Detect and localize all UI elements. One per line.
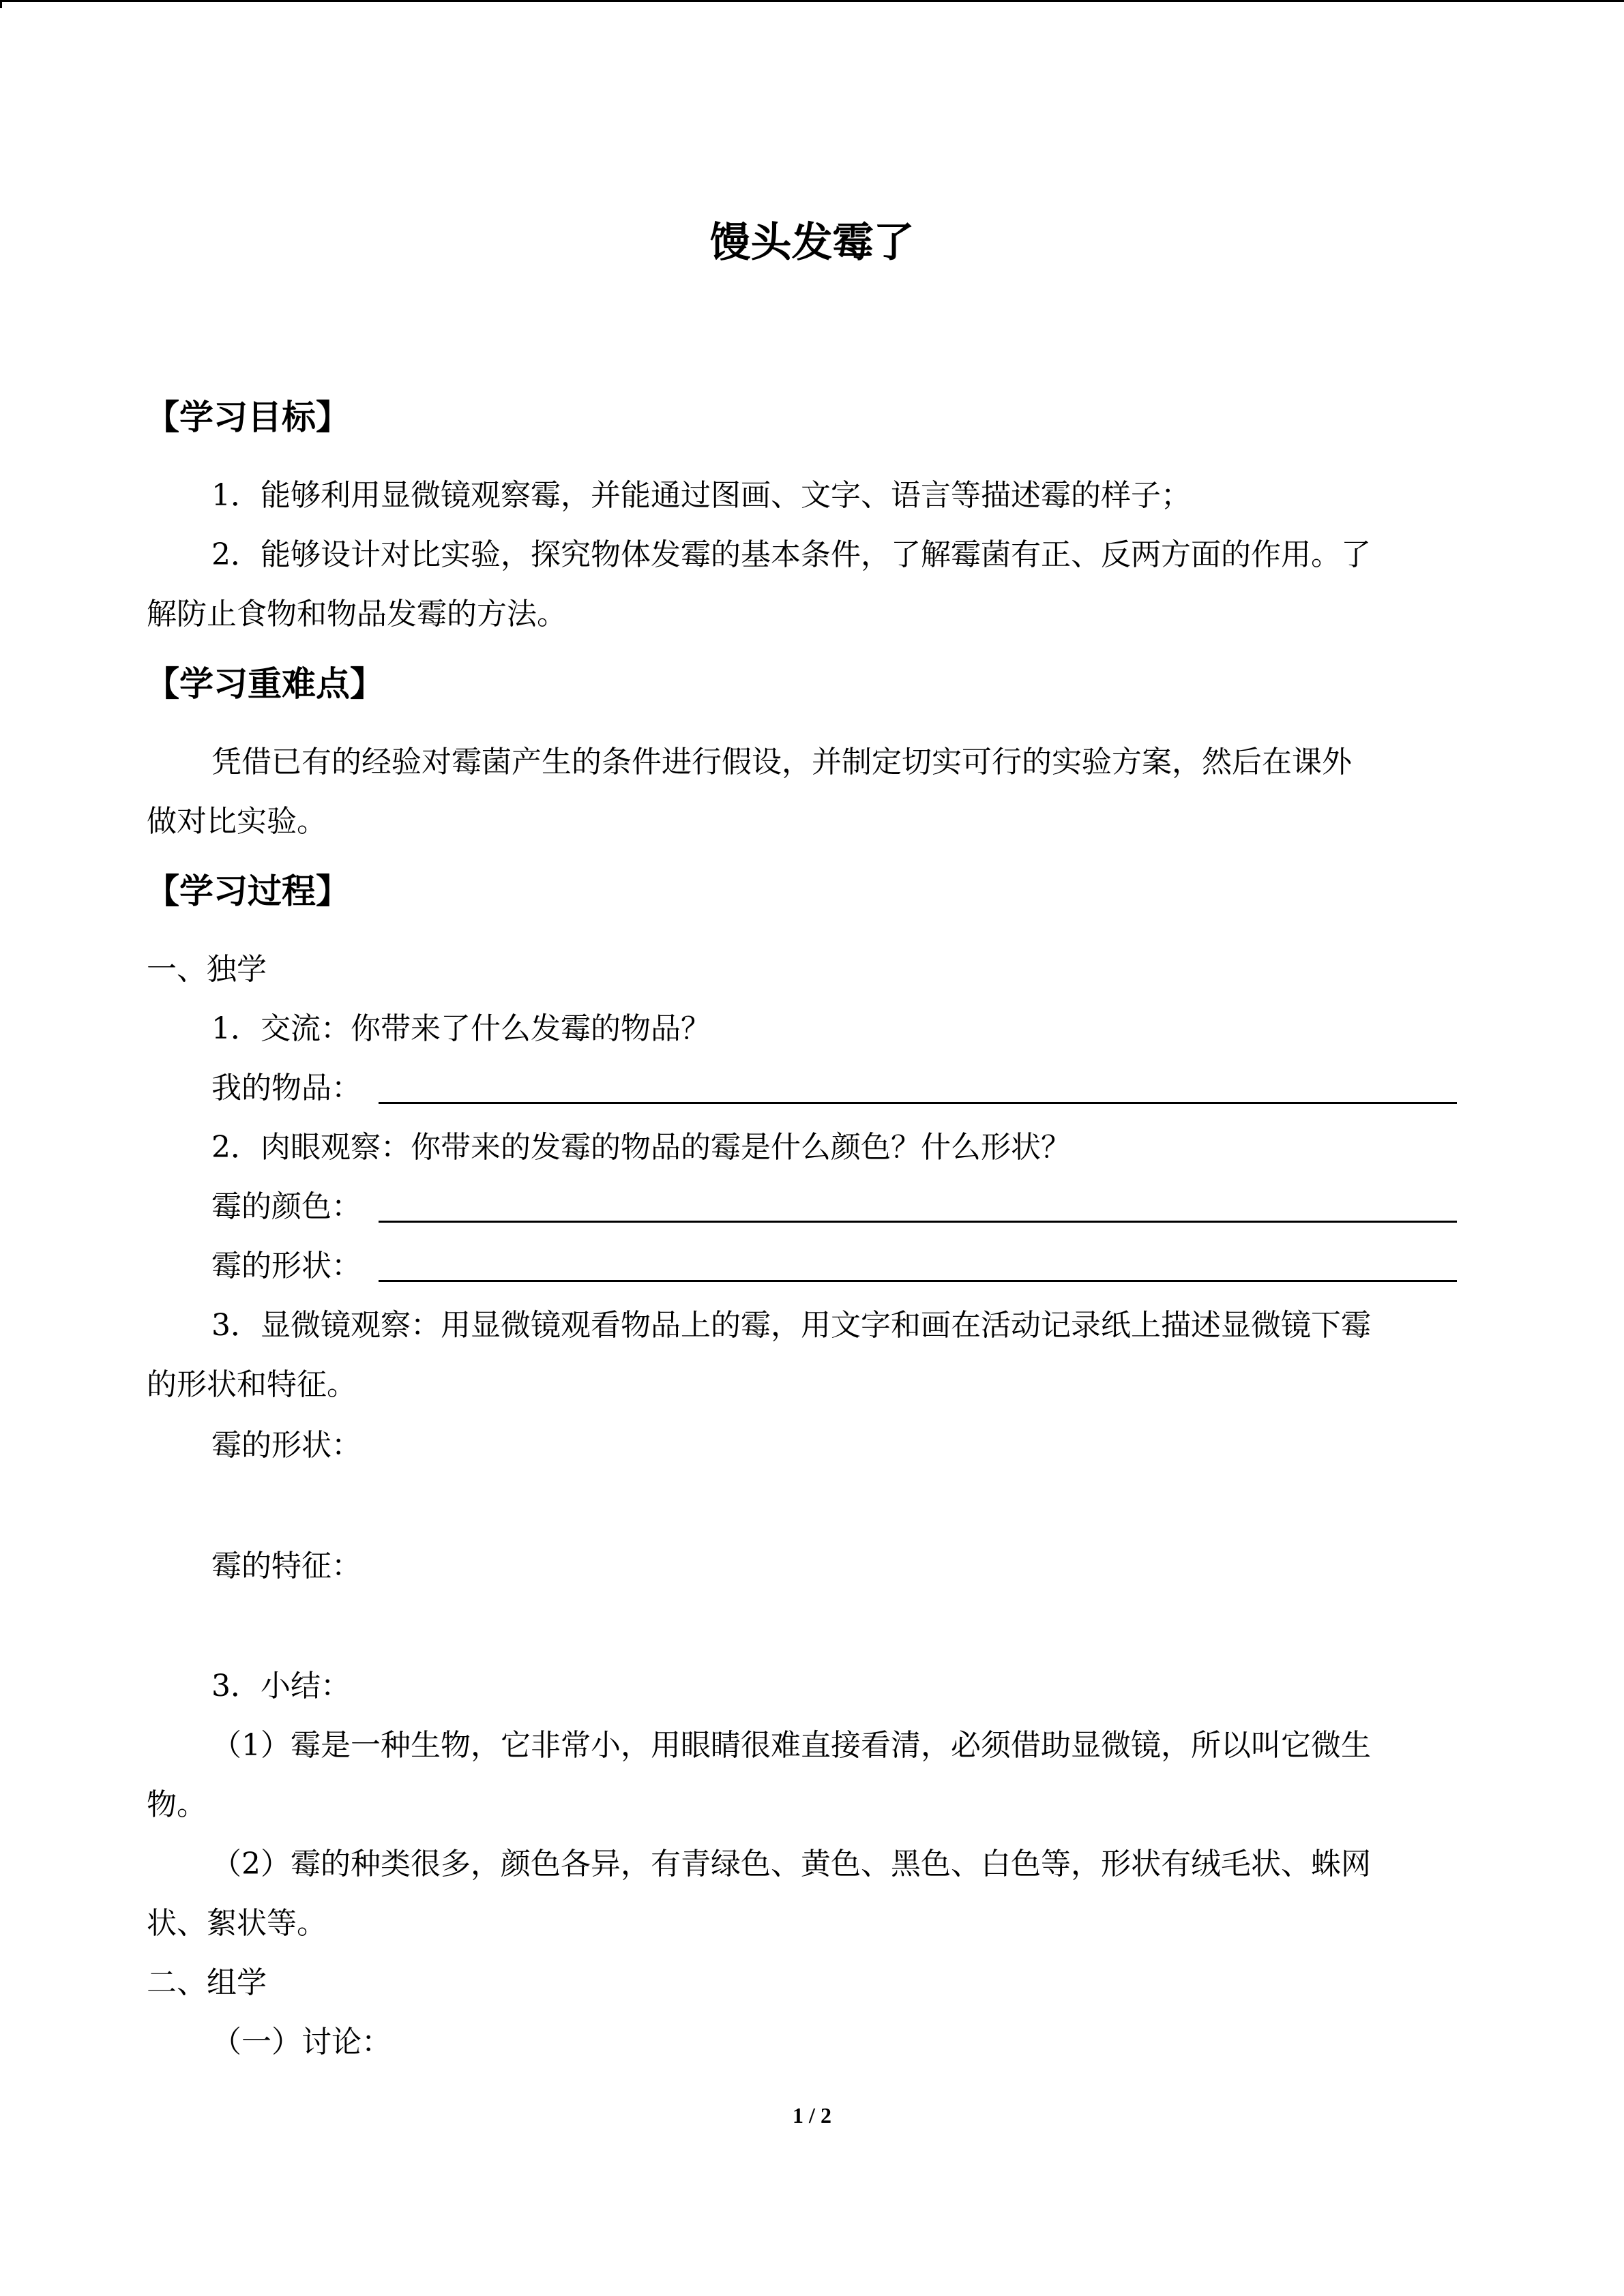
mold-shape-field[interactable] (211, 1246, 1457, 1287)
summary-2-line-1: （2）霉的种类很多，颜色各异，有青绿色、黄色、黑色、白色等，形状有绒毛状、蛛网 (211, 1847, 1371, 1881)
microscope-shape-label: 霉的形状： (211, 1428, 361, 1463)
mold-color-answer-line[interactable] (379, 1221, 1457, 1223)
question-2: 2．肉眼观察：你带来的发霉的物品的霉是什么颜色？什么形状？ (211, 1130, 1071, 1165)
summary-title: 3．小结： (211, 1669, 351, 1703)
goal-item-2-line-2: 解防止食物和物品发霉的方法。 (147, 597, 567, 631)
mold-shape-answer-line[interactable] (379, 1280, 1457, 1282)
summary-1-line-1: （1）霉是一种生物，它非常小，用眼睛很难直接看清，必须借助显微镜，所以叫它微生 (211, 1728, 1371, 1763)
mold-color-label: 霉的颜色： (211, 1189, 361, 1224)
page-number: 1 / 2 (793, 2103, 831, 2128)
heading-learning-goals: 【学习目标】 (145, 398, 350, 437)
mold-shape-label: 霉的形状： (211, 1249, 361, 1283)
summary-2-line-2: 状、絮状等。 (147, 1906, 327, 1941)
summary-1-line-2: 物。 (147, 1787, 207, 1822)
my-item-label: 我的物品： (211, 1071, 361, 1105)
microscope-feature-label: 霉的特征： (211, 1549, 361, 1583)
heading-key-points: 【学习重难点】 (145, 664, 384, 704)
top-border (0, 0, 1624, 2)
goal-item-1: 1．能够利用显微镜观察霉，并能通过图画、文字、语言等描述霉的样子； (211, 478, 1191, 513)
corner-mark (0, 0, 2, 8)
question-3-line-1: 3．显微镜观察：用显微镜观看物品上的霉，用文字和画在活动记录纸上描述显微镜下霉 (211, 1308, 1371, 1343)
key-points-line-2: 做对比实验。 (147, 804, 327, 839)
mold-color-field[interactable] (211, 1187, 1457, 1227)
question-3-line-2: 的形状和特征。 (147, 1367, 357, 1402)
part-2-title: 二、组学 (147, 1965, 267, 2000)
key-points-line-1: 凭借已有的经验对霉菌产生的条件进行假设，并制定切实可行的实验方案，然后在课外 (211, 745, 1352, 779)
part-1-title: 一、独学 (147, 952, 267, 987)
my-item-answer-line[interactable] (379, 1102, 1457, 1104)
goal-item-2-line-1: 2．能够设计对比实验，探究物体发霉的基本条件，了解霉菌有正、反两方面的作用。了 (211, 537, 1371, 572)
heading-learning-process: 【学习过程】 (145, 871, 350, 911)
question-1: 1．交流：你带来了什么发霉的物品？ (211, 1011, 711, 1046)
my-item-field[interactable] (211, 1068, 1457, 1109)
page-title: 馒头发霉了 (709, 219, 915, 267)
discussion-label: （一）讨论： (211, 2025, 392, 2059)
